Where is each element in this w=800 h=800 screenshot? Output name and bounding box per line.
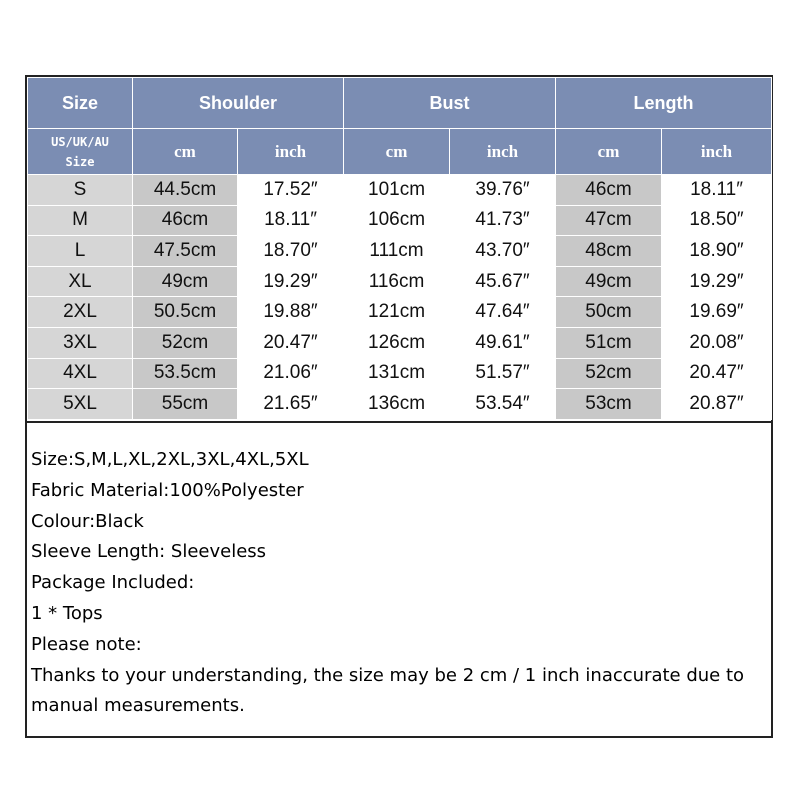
cell-bust-inch: 51.57″ — [450, 358, 556, 389]
cell-length-cm: 48cm — [556, 236, 662, 267]
cell-bust-cm: 131cm — [344, 358, 450, 389]
header-size: Size — [28, 78, 133, 129]
cell-length-cm: 49cm — [556, 266, 662, 297]
section-divider — [27, 421, 771, 423]
header-bust-inch: inch — [450, 129, 556, 175]
note-sizes: Size:S,M,L,XL,2XL,3XL,4XL,5XL — [31, 449, 309, 470]
cell-bust-inch: 53.54″ — [450, 389, 556, 420]
cell-bust-cm: 106cm — [344, 205, 450, 236]
cell-size: M — [28, 205, 133, 236]
note-disclaimer: Thanks to your understanding, the size may be 2 cm / 1 inch inaccurate due to manual measurements. — [31, 664, 745, 717]
cell-size: XL — [28, 266, 133, 297]
note-please-note: Please note: — [31, 633, 142, 655]
cell-shoulder-inch: 17.52″ — [238, 175, 344, 206]
cell-size: 3XL — [28, 327, 133, 358]
cell-size: 2XL — [28, 297, 133, 328]
cell-length-cm: 46cm — [556, 175, 662, 206]
header-shoulder-cm: cm — [133, 129, 238, 175]
cell-shoulder-cm: 50.5cm — [133, 297, 238, 328]
cell-size: S — [28, 175, 133, 206]
cell-size: L — [28, 236, 133, 267]
cell-bust-inch: 43.70″ — [450, 236, 556, 267]
cell-length-cm: 47cm — [556, 205, 662, 236]
table-row — [28, 389, 772, 420]
table-row — [28, 297, 772, 328]
header-shoulder: Shoulder — [133, 78, 344, 129]
group-header-row — [28, 78, 772, 129]
cell-length-cm: 52cm — [556, 358, 662, 389]
note-colour: Colour:Black — [31, 510, 144, 532]
cell-length-inch: 18.50″ — [662, 205, 772, 236]
size-chart-frame — [25, 75, 773, 738]
header-bust-cm: cm — [344, 129, 450, 175]
cell-bust-cm: 116cm — [344, 266, 450, 297]
cell-shoulder-cm: 49cm — [133, 266, 238, 297]
size-table — [27, 77, 772, 420]
cell-bust-cm: 111cm — [344, 236, 450, 267]
cell-bust-cm: 126cm — [344, 327, 450, 358]
cell-shoulder-cm: 55cm — [133, 389, 238, 420]
cell-length-cm: 51cm — [556, 327, 662, 358]
cell-shoulder-cm: 53.5cm — [133, 358, 238, 389]
cell-shoulder-cm: 44.5cm — [133, 175, 238, 206]
cell-bust-inch: 45.67″ — [450, 266, 556, 297]
cell-length-inch: 19.69″ — [662, 297, 772, 328]
cell-shoulder-cm: 47.5cm — [133, 236, 238, 267]
table-row — [28, 175, 772, 206]
cell-shoulder-inch: 21.65″ — [238, 389, 344, 420]
header-bust: Bust — [344, 78, 556, 129]
cell-size: 5XL — [28, 389, 133, 420]
cell-shoulder-inch: 18.11″ — [238, 205, 344, 236]
cell-shoulder-inch: 20.47″ — [238, 327, 344, 358]
note-package-heading: Package Included: — [31, 572, 195, 594]
cell-shoulder-inch: 18.70″ — [238, 236, 344, 267]
cell-bust-inch: 49.61″ — [450, 327, 556, 358]
cell-shoulder-cm: 52cm — [133, 327, 238, 358]
note-sleeve: Sleeve Length: Sleeveless — [31, 541, 267, 563]
cell-length-cm: 53cm — [556, 389, 662, 420]
header-length-inch: inch — [662, 129, 772, 175]
cell-length-inch: 20.47″ — [662, 358, 772, 389]
cell-length-cm: 50cm — [556, 297, 662, 328]
table-row — [28, 266, 772, 297]
cell-length-inch: 18.90″ — [662, 236, 772, 267]
size-region-label: US/UK/AU — [51, 134, 109, 149]
cell-shoulder-inch: 19.29″ — [238, 266, 344, 297]
size-region-sublabel: Size — [65, 154, 95, 169]
unit-header-row — [28, 129, 772, 175]
header-length: Length — [556, 78, 772, 129]
cell-bust-cm: 121cm — [344, 297, 450, 328]
cell-bust-cm: 101cm — [344, 175, 450, 206]
cell-bust-inch: 47.64″ — [450, 297, 556, 328]
header-shoulder-inch: inch — [238, 129, 344, 175]
note-package-item: 1 * Tops — [31, 602, 103, 624]
cell-length-inch: 20.08″ — [662, 327, 772, 358]
table-row — [28, 358, 772, 389]
header-length-cm: cm — [556, 129, 662, 175]
table-row — [28, 205, 772, 236]
cell-shoulder-cm: 46cm — [133, 205, 238, 236]
header-size-region — [28, 129, 133, 175]
cell-length-inch: 19.29″ — [662, 266, 772, 297]
cell-bust-cm: 136cm — [344, 389, 450, 420]
cell-bust-inch: 39.76″ — [450, 175, 556, 206]
note-fabric: Fabric Material:100%Polyester — [31, 479, 304, 501]
table-row — [28, 327, 772, 358]
cell-length-inch: 20.87″ — [662, 389, 772, 420]
cell-shoulder-inch: 21.06″ — [238, 358, 344, 389]
product-notes — [31, 445, 767, 722]
table-row — [28, 236, 772, 267]
cell-shoulder-inch: 19.88″ — [238, 297, 344, 328]
cell-length-inch: 18.11″ — [662, 175, 772, 206]
cell-bust-inch: 41.73″ — [450, 205, 556, 236]
cell-size: 4XL — [28, 358, 133, 389]
